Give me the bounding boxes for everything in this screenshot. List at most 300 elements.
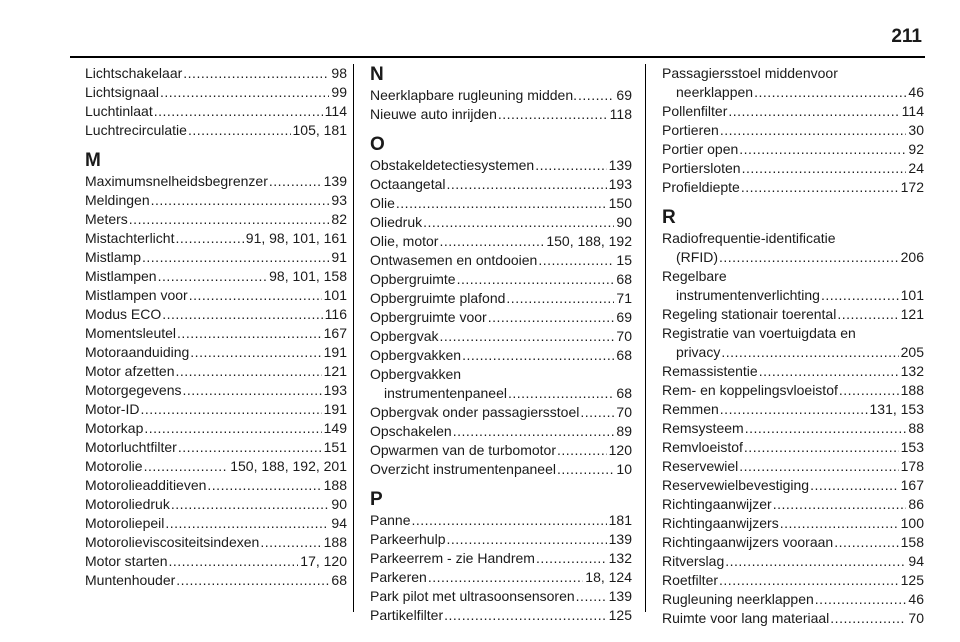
index-entry[interactable] <box>85 248 347 267</box>
index-entry-term: Motorkap <box>85 420 144 436</box>
dot-leader <box>745 419 907 438</box>
index-entry-term: Richtingaanwijzers vooraan <box>662 534 834 550</box>
dot-leader <box>810 476 899 495</box>
index-entry-pages: 150, 188, 192, 201 <box>230 458 347 474</box>
index-entry-pages: 178 <box>900 458 924 474</box>
index-entry-term: Ontwasemen en ontdooien <box>370 252 538 268</box>
index-entry-pages: 17, 120 <box>300 553 347 569</box>
index-entry[interactable] <box>662 590 924 609</box>
dot-leader <box>837 305 898 324</box>
index-entry[interactable] <box>662 381 924 400</box>
index-entry[interactable] <box>662 457 924 476</box>
index-entry-term: Parkeerhulp <box>370 531 446 547</box>
index-column-2 <box>370 64 632 625</box>
dot-leader <box>488 308 615 327</box>
index-entry-pages: 94 <box>908 553 924 569</box>
dot-leader <box>260 533 321 552</box>
index-column-3 <box>662 64 924 628</box>
index-entry-pages: 205 <box>900 344 924 360</box>
index-entry-term: Oliedruk <box>370 214 423 230</box>
index-entry[interactable] <box>370 175 632 194</box>
index-entry-pages: 125 <box>900 572 924 588</box>
index-entry[interactable] <box>370 105 632 124</box>
index-entry[interactable] <box>85 571 347 590</box>
index-entry-term: Ritverslag <box>662 553 725 569</box>
index-entry[interactable] <box>85 400 347 419</box>
index-entry-pages: 114 <box>324 103 347 119</box>
index-entry[interactable] <box>662 159 924 178</box>
index-entry[interactable] <box>370 422 632 441</box>
dot-leader <box>780 514 899 533</box>
index-entry[interactable] <box>662 229 924 267</box>
index-entry[interactable] <box>662 324 924 362</box>
dot-leader <box>719 248 899 267</box>
index-entry-pages: 18, 124 <box>585 569 632 585</box>
index-entry-pages: 94 <box>331 515 347 531</box>
index-letter-heading: R <box>662 207 676 228</box>
index-entry-pages: 114 <box>901 103 924 119</box>
index-entry-pages: 193 <box>608 176 632 192</box>
dot-leader <box>728 102 899 121</box>
dot-leader <box>176 571 329 590</box>
index-entry[interactable] <box>370 587 632 606</box>
dot-leader <box>719 571 899 590</box>
dot-leader <box>175 229 243 248</box>
index-entry-term: Portier open <box>662 141 739 157</box>
dot-leader <box>177 324 322 343</box>
index-entry[interactable] <box>85 438 347 457</box>
dot-leader <box>830 609 906 628</box>
index-entry[interactable] <box>85 121 347 140</box>
index-entry-term: Lichtschakelaar <box>85 65 183 81</box>
dot-leader <box>508 384 614 403</box>
index-entry-term: Mistlampen voor <box>85 287 188 303</box>
index-entry-term: Opbergruimte plafond <box>370 290 506 306</box>
dot-leader <box>759 362 899 381</box>
index-entry-pages: 91 <box>331 249 347 265</box>
dot-leader <box>142 248 329 267</box>
index-entry[interactable] <box>662 571 924 590</box>
page-number: 211 <box>891 26 922 47</box>
index-entry-term: Opbergvakken <box>370 347 462 363</box>
index-entry[interactable] <box>85 419 347 438</box>
index-entry-term: Luchtrecirculatie <box>85 122 187 138</box>
index-entry[interactable] <box>370 251 632 270</box>
dot-leader <box>207 476 321 495</box>
index-entry[interactable] <box>662 419 924 438</box>
index-entry-term: Meldingen <box>85 192 150 208</box>
index-entry[interactable] <box>662 609 924 628</box>
index-entry-pages: 68 <box>616 271 632 287</box>
index-entry[interactable] <box>370 327 632 346</box>
index-entry[interactable] <box>370 86 632 105</box>
index-entry[interactable] <box>85 191 347 210</box>
index-entry[interactable] <box>662 400 924 419</box>
index-entry-term-continuation: instrumentenverlichting <box>676 287 820 303</box>
index-entry-term: Richtingaanwijzer <box>662 496 772 512</box>
index-entry-term: Partikelfilter <box>370 607 444 623</box>
index-entry[interactable] <box>85 64 347 83</box>
dot-leader <box>168 552 298 571</box>
dot-leader <box>183 381 322 400</box>
index-entry-term: Opbergruimte voor <box>370 309 487 325</box>
dot-leader <box>744 438 899 457</box>
index-entry[interactable] <box>85 267 347 286</box>
index-entry-term: Park pilot met ultrasoonsensoren <box>370 588 575 604</box>
index-entry-term: Neerklapbare rugleuning midden. <box>370 87 578 103</box>
index-entry-term: Momentsleutel <box>85 325 177 341</box>
index-entry-term: Olie <box>370 195 395 211</box>
index-entry[interactable] <box>662 121 924 140</box>
dot-leader <box>720 121 907 140</box>
index-entry[interactable] <box>370 270 632 289</box>
dot-leader <box>535 156 606 175</box>
index-entry[interactable] <box>85 286 347 305</box>
index-entry[interactable] <box>85 552 347 571</box>
index-entry[interactable] <box>662 552 924 571</box>
index-entry[interactable] <box>370 365 632 403</box>
dot-leader <box>725 552 906 571</box>
index-entry-term: Opbergruimte <box>370 271 456 287</box>
index-entry-term: Regeling stationair toerental <box>662 306 837 322</box>
index-entry-term: Rugleuning neerklappen <box>662 591 814 607</box>
dot-leader <box>834 533 898 552</box>
index-entry-pages: 69 <box>616 87 632 103</box>
dot-leader <box>144 457 229 476</box>
dot-leader <box>457 270 615 289</box>
index-entry-pages: 82 <box>331 211 347 227</box>
dot-leader <box>462 346 614 365</box>
index-entry[interactable] <box>370 232 632 251</box>
index-entry-term: Mistlampen <box>85 268 157 284</box>
index-entry-pages: 153 <box>900 439 924 455</box>
column-divider <box>353 64 354 612</box>
index-entry-pages: 105, 181 <box>292 122 347 138</box>
index-entry-pages: 150, 188, 192 <box>546 233 632 249</box>
index-entry-term: Mistlamp <box>85 249 142 265</box>
index-entry[interactable] <box>370 568 632 587</box>
index-entry-term: Remmen <box>662 401 719 417</box>
index-entry-term: Motoraanduiding <box>85 344 190 360</box>
index-entry[interactable] <box>370 346 632 365</box>
index-entry-term: Remsysteem <box>662 420 744 436</box>
index-entry-pages: 181 <box>608 512 632 528</box>
index-entry[interactable] <box>370 606 632 625</box>
index-entry-term-continuation: instrumentenpaneel <box>384 385 507 401</box>
index-entry-term-continuation: neerklappen <box>676 84 754 100</box>
index-entry-pages: 90 <box>331 496 347 512</box>
index-entry-term-continuation: privacy <box>676 344 721 360</box>
dot-leader <box>557 441 607 460</box>
column-divider <box>645 64 646 612</box>
index-entry-pages: 91, 98, 101, 161 <box>245 230 347 246</box>
dot-leader <box>453 422 615 441</box>
index-entry-pages: 101 <box>323 287 347 303</box>
index-letter-heading: O <box>370 134 385 155</box>
index-entry-term: Pollenfilter <box>662 103 728 119</box>
index-entry[interactable] <box>662 102 924 121</box>
index-entry[interactable] <box>370 194 632 213</box>
index-entry-term: Reservewielbevestiging <box>662 477 810 493</box>
index-entry[interactable] <box>85 210 347 229</box>
index-entry[interactable] <box>370 213 632 232</box>
index-entry-term: Remvloeistof <box>662 439 743 455</box>
index-entry-term: Panne <box>370 512 411 528</box>
index-entry-pages: 46 <box>908 591 924 607</box>
dot-leader <box>536 549 607 568</box>
index-entry[interactable] <box>85 362 347 381</box>
dot-leader <box>158 267 268 286</box>
index-entry[interactable] <box>85 172 347 191</box>
index-entry-term: Motorolie <box>85 458 143 474</box>
index-entry[interactable] <box>662 476 924 495</box>
index-entry[interactable] <box>662 267 924 305</box>
index-entry-term: Portieren <box>662 122 719 138</box>
index-entry-pages: 139 <box>608 588 632 604</box>
index-entry-pages: 90 <box>616 214 632 230</box>
index-entry-pages: 188 <box>900 382 924 398</box>
index-entry-term: Opwarmen van de turbomotor <box>370 442 556 458</box>
dot-leader <box>580 403 614 422</box>
dot-leader <box>538 251 614 270</box>
index-entry-pages: 89 <box>616 423 632 439</box>
index-entry-term: Nieuwe auto inrijden <box>370 106 497 122</box>
index-entry-term: Motoroliepeil <box>85 515 165 531</box>
dot-leader <box>176 362 322 381</box>
index-entry-term: Rem- en koppelingsvloeistof <box>662 382 838 398</box>
index-entry-term: Parkeerrem - zie Handrem <box>370 550 535 566</box>
index-entry[interactable] <box>85 343 347 362</box>
dot-leader <box>739 457 898 476</box>
index-entry[interactable] <box>85 476 347 495</box>
dot-leader <box>773 495 907 514</box>
index-entry-pages: 70 <box>616 328 632 344</box>
index-entry-pages: 10 <box>616 461 632 477</box>
index-entry-pages: 131, 153 <box>869 401 924 417</box>
index-entry[interactable] <box>662 178 924 197</box>
index-entry-term: Ruimte voor lang materiaal <box>662 610 830 626</box>
index-entry-term: Olie, motor <box>370 233 439 249</box>
index-entry-term: Remassistentie <box>662 363 758 379</box>
dot-leader <box>439 327 614 346</box>
index-entry[interactable] <box>85 229 347 248</box>
dot-leader <box>839 381 899 400</box>
dot-leader <box>411 511 606 530</box>
index-entry[interactable] <box>85 495 347 514</box>
index-entry-pages: 193 <box>323 382 347 398</box>
index-entry[interactable] <box>662 495 924 514</box>
index-entry-pages: 188 <box>323 477 347 493</box>
index-entry[interactable] <box>370 156 632 175</box>
index-entry-pages: 69 <box>616 309 632 325</box>
index-entry-term: Luchtinlaat <box>85 103 153 119</box>
index-entry[interactable] <box>85 102 347 121</box>
index-entry-pages: 149 <box>323 420 347 436</box>
index-entry[interactable] <box>662 514 924 533</box>
index-letter-heading: N <box>370 64 384 85</box>
index-entry-pages: 125 <box>608 607 632 623</box>
dot-leader <box>739 140 906 159</box>
index-entry-pages: 68 <box>331 572 347 588</box>
index-entry-term: Portiersloten <box>662 160 741 176</box>
index-entry-pages: 167 <box>900 477 924 493</box>
index-entry-term: Passagiersstoel middenvoor <box>662 65 838 81</box>
dot-leader <box>144 419 321 438</box>
index-entry-pages: 118 <box>609 106 632 122</box>
index-entry-term: Registratie van voertuigdata en <box>662 325 856 341</box>
index-entry[interactable] <box>85 83 347 102</box>
dot-leader <box>188 121 291 140</box>
dot-leader <box>190 343 321 362</box>
index-entry[interactable] <box>370 549 632 568</box>
index-entry-term: Opbergvak <box>370 328 439 344</box>
index-entry-pages: 188 <box>323 534 347 550</box>
dot-leader <box>447 175 607 194</box>
index-entry-term: Motor-ID <box>85 401 140 417</box>
index-entry-term: Richtingaanwijzers <box>662 515 779 531</box>
index-entry-pages: 139 <box>608 157 632 173</box>
index-entry[interactable] <box>662 64 924 102</box>
index-letter-heading: P <box>370 489 383 510</box>
index-entry-pages: 98, 101, 158 <box>269 268 347 284</box>
dot-leader <box>183 64 329 83</box>
index-entry[interactable] <box>662 140 924 159</box>
dot-leader <box>171 495 330 514</box>
dot-leader <box>151 191 330 210</box>
dot-leader <box>720 400 868 419</box>
dot-leader <box>154 102 323 121</box>
dot-leader <box>162 305 322 324</box>
index-entry-pages: 101 <box>900 287 924 303</box>
dot-leader <box>742 159 907 178</box>
index-entry-pages: 206 <box>900 249 924 265</box>
index-entry-term: Meters <box>85 211 128 227</box>
dot-leader <box>189 286 322 305</box>
index-entry[interactable] <box>370 403 632 422</box>
index-entry-term: Motorolieadditieven <box>85 477 207 493</box>
index-entry-pages: 191 <box>323 401 347 417</box>
index-entry-term: Profieldiepte <box>662 179 740 195</box>
index-entry[interactable] <box>85 533 347 552</box>
dot-leader <box>721 343 898 362</box>
dot-leader <box>269 172 322 191</box>
index-column-1 <box>85 64 347 590</box>
index-entry-term: Muntenhouder <box>85 572 176 588</box>
index-entry-term: Modus ECO <box>85 306 162 322</box>
index-entry-pages: 172 <box>900 179 924 195</box>
index-entry-pages: 116 <box>324 306 347 322</box>
index-entry[interactable] <box>85 305 347 324</box>
dot-leader <box>178 438 322 457</box>
index-entry[interactable] <box>85 324 347 343</box>
index-entry-term: Motorgegevens <box>85 382 182 398</box>
index-entry[interactable] <box>370 511 632 530</box>
index-entry-pages: 132 <box>900 363 924 379</box>
index-entry[interactable] <box>370 289 632 308</box>
index-entry-pages: 151 <box>323 439 347 455</box>
index-entry-pages: 68 <box>616 347 632 363</box>
index-entry-term: Mistachterlicht <box>85 230 175 246</box>
index-entry[interactable] <box>85 514 347 533</box>
index-entry-pages: 121 <box>900 306 924 322</box>
index-entry-pages: 100 <box>900 515 924 531</box>
index-entry-term: Radiofrequentie-identificatie <box>662 230 836 246</box>
index-entry-term: Overzicht instrumentenpaneel <box>370 461 556 477</box>
dot-leader <box>815 590 907 609</box>
dot-leader <box>447 530 607 549</box>
index-entry-term: Motor afzetten <box>85 363 175 379</box>
dot-leader <box>165 514 329 533</box>
index-entry[interactable] <box>370 308 632 327</box>
index-letter-heading: M <box>85 150 101 171</box>
index-entry[interactable] <box>85 381 347 400</box>
index-entry-term: Motoroliedruk <box>85 496 170 512</box>
index-entry-term: Roetfilter <box>662 572 719 588</box>
index-entry-pages: 46 <box>908 84 924 100</box>
index-entry[interactable] <box>370 460 632 479</box>
dot-leader <box>140 400 321 419</box>
index-entry[interactable] <box>662 438 924 457</box>
index-entry-pages: 71 <box>616 290 632 306</box>
index-entry-pages: 70 <box>908 610 924 626</box>
index-entry-term: Octaangetal <box>370 176 446 192</box>
dot-leader <box>754 83 906 102</box>
index-entry-pages: 158 <box>900 534 924 550</box>
index-entry-term: Motorluchtfilter <box>85 439 177 455</box>
dot-leader <box>578 86 614 105</box>
index-entry-term: Motor starten <box>85 553 168 569</box>
index-entry[interactable] <box>85 457 347 476</box>
index-entry-pages: 120 <box>608 442 632 458</box>
index-entry-pages: 24 <box>908 160 924 176</box>
dot-leader <box>439 232 544 251</box>
index-entry[interactable] <box>662 533 924 552</box>
index-entry-term: Opbergvak onder passagiersstoel <box>370 404 580 420</box>
index-entry-pages: 191 <box>323 344 347 360</box>
index-entry-pages: 92 <box>908 141 924 157</box>
index-entry-term-continuation: (RFID) <box>676 249 718 265</box>
index-entry-pages: 139 <box>323 173 347 189</box>
index-entry[interactable] <box>370 530 632 549</box>
index-entry-pages: 98 <box>331 65 347 81</box>
index-entry[interactable] <box>662 305 924 324</box>
dot-leader <box>428 568 583 587</box>
dot-leader <box>821 286 899 305</box>
dot-leader <box>444 606 607 625</box>
index-entry-pages: 70 <box>616 404 632 420</box>
dot-leader <box>160 83 329 102</box>
index-entry-pages: 167 <box>323 325 347 341</box>
index-entry-term: Parkeren <box>370 569 427 585</box>
index-entry[interactable] <box>370 441 632 460</box>
dot-leader <box>396 194 607 213</box>
index-entry-pages: 132 <box>608 550 632 566</box>
index-entry-term: Regelbare <box>662 268 727 284</box>
dot-leader <box>557 460 614 479</box>
index-entry-pages: 121 <box>323 363 347 379</box>
index-entry-term: Obstakeldetectiesystemen <box>370 157 535 173</box>
dot-leader <box>506 289 614 308</box>
index-entry-term: Opschakelen <box>370 423 452 439</box>
index-entry-pages: 30 <box>908 122 924 138</box>
index-entry[interactable] <box>662 362 924 381</box>
index-entry-pages: 15 <box>616 252 632 268</box>
index-entry-pages: 99 <box>331 84 347 100</box>
dot-leader <box>741 178 899 197</box>
index-entry-pages: 93 <box>331 192 347 208</box>
dot-leader <box>129 210 330 229</box>
index-entry-term: Maximumsnelheidsbegrenzer <box>85 173 268 189</box>
